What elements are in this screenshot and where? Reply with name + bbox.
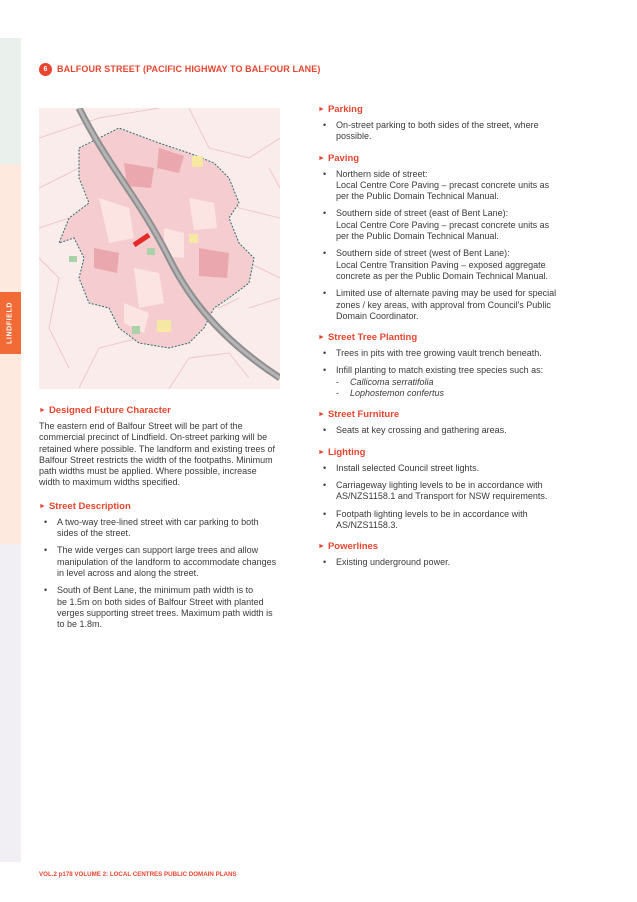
heading-parking: ► Parking — [318, 104, 363, 115]
section-title: BALFOUR STREET (PACIFIC HIGHWAY TO BALFOUR LANE) — [57, 64, 321, 74]
heading-powerlines: ► Powerlines — [318, 541, 379, 553]
side-band-upper — [0, 164, 21, 292]
list-item: • A two-way tree-lined street with car parking to both sides of the street. — [44, 516, 259, 539]
side-tab-label: LINDFIELD — [6, 302, 14, 344]
heading-designed-future-character: ► Designed Future Character — [39, 405, 171, 416]
list-item: • Trees in pits with tree growing vault trench beneath. — [323, 348, 542, 359]
list-item: • Northern side of street: Local Centre Core Paving – precast concrete units as per the Public Domain Technical Manual. — [323, 168, 550, 202]
side-band-lower — [0, 354, 21, 544]
lighting-list — [318, 463, 580, 531]
list-item: • Footpath lighting levels to be in accordance with AS/NZS1158.3. — [323, 508, 528, 530]
list-item: • Existing underground power. — [323, 557, 451, 568]
heading-street-description: ► Street Description — [39, 500, 131, 512]
list-item: • On-street parking to both sides of the street, where possible. — [323, 120, 539, 142]
designed-future-character-text: The eastern end of Balfour Street will be part of the commercial precinct of Lindfield. On-street parking will be retained where possible. The landform and existing trees of Balfour Street restricts the width of the footpaths. Minimum path widths must be applied. Where possible, increase width to maximum widths specified. — [39, 421, 275, 488]
list-item: • Southern side of street (west of Bent Lane): Local Centre Transition Paving – exposed aggregate concrete as per the Public Domain Technical Manual. — [323, 248, 548, 281]
street-furniture-list — [318, 425, 580, 436]
list-item: • The wide verges can support large trees and allow manipulation of the landform to accommodate changes in level across and along the street. — [44, 545, 277, 578]
side-band-top — [0, 38, 21, 164]
parking-list — [318, 120, 580, 143]
list-item: • Carriageway lighting levels to be in accordance with AS/NZS1158.1 and Transport for NSW requirements. — [323, 479, 548, 502]
species-item: - Callicoma serratifolia — [336, 376, 434, 387]
powerlines-list — [318, 557, 580, 568]
street-tree-planting-list — [318, 348, 580, 399]
list-item: • Seats at key crossing and gathering areas. — [323, 425, 507, 436]
list-item: • Limited use of alternate paving may be used for special zones / key areas, with approval from Council's Public Domain Coordinator. — [323, 288, 557, 321]
list-item: • Install selected Council street lights. — [323, 462, 480, 473]
list-item: • Infill planting to match existing tree species such as: - Callicoma serratifolia - Lophostemon confertus — [318, 365, 580, 399]
paving-list — [318, 169, 580, 323]
street-description-list — [39, 517, 284, 631]
side-band-bottom — [0, 544, 21, 862]
page-footer: VOL.2 p178 VOLUME 2: LOCAL CENTRES PUBLIC DOMAIN PLANS — [39, 871, 237, 878]
section-number-badge: 6 — [39, 63, 52, 76]
right-column — [318, 104, 580, 578]
left-column — [39, 405, 284, 640]
heading-street-tree-planting: ► Street Tree Planting — [318, 332, 418, 344]
list-item: • South of Bent Lane, the minimum path width is to be 1.5m on both sides of Balfour Street with planted verges supporting street trees. Maximum path width is to be 1.8m. — [44, 585, 273, 630]
species-item: - Lophostemon confertus — [336, 388, 445, 399]
heading-paving: ► Paving — [318, 152, 360, 164]
precinct-map — [39, 108, 280, 389]
heading-lighting: ► Lighting — [318, 446, 366, 458]
list-item: • Southern side of street (east of Bent Lane): Local Centre Core Paving – precast concrete units as per the Public Domain Technical Manual. — [323, 208, 550, 242]
heading-street-furniture: ► Street Furniture — [318, 409, 400, 421]
